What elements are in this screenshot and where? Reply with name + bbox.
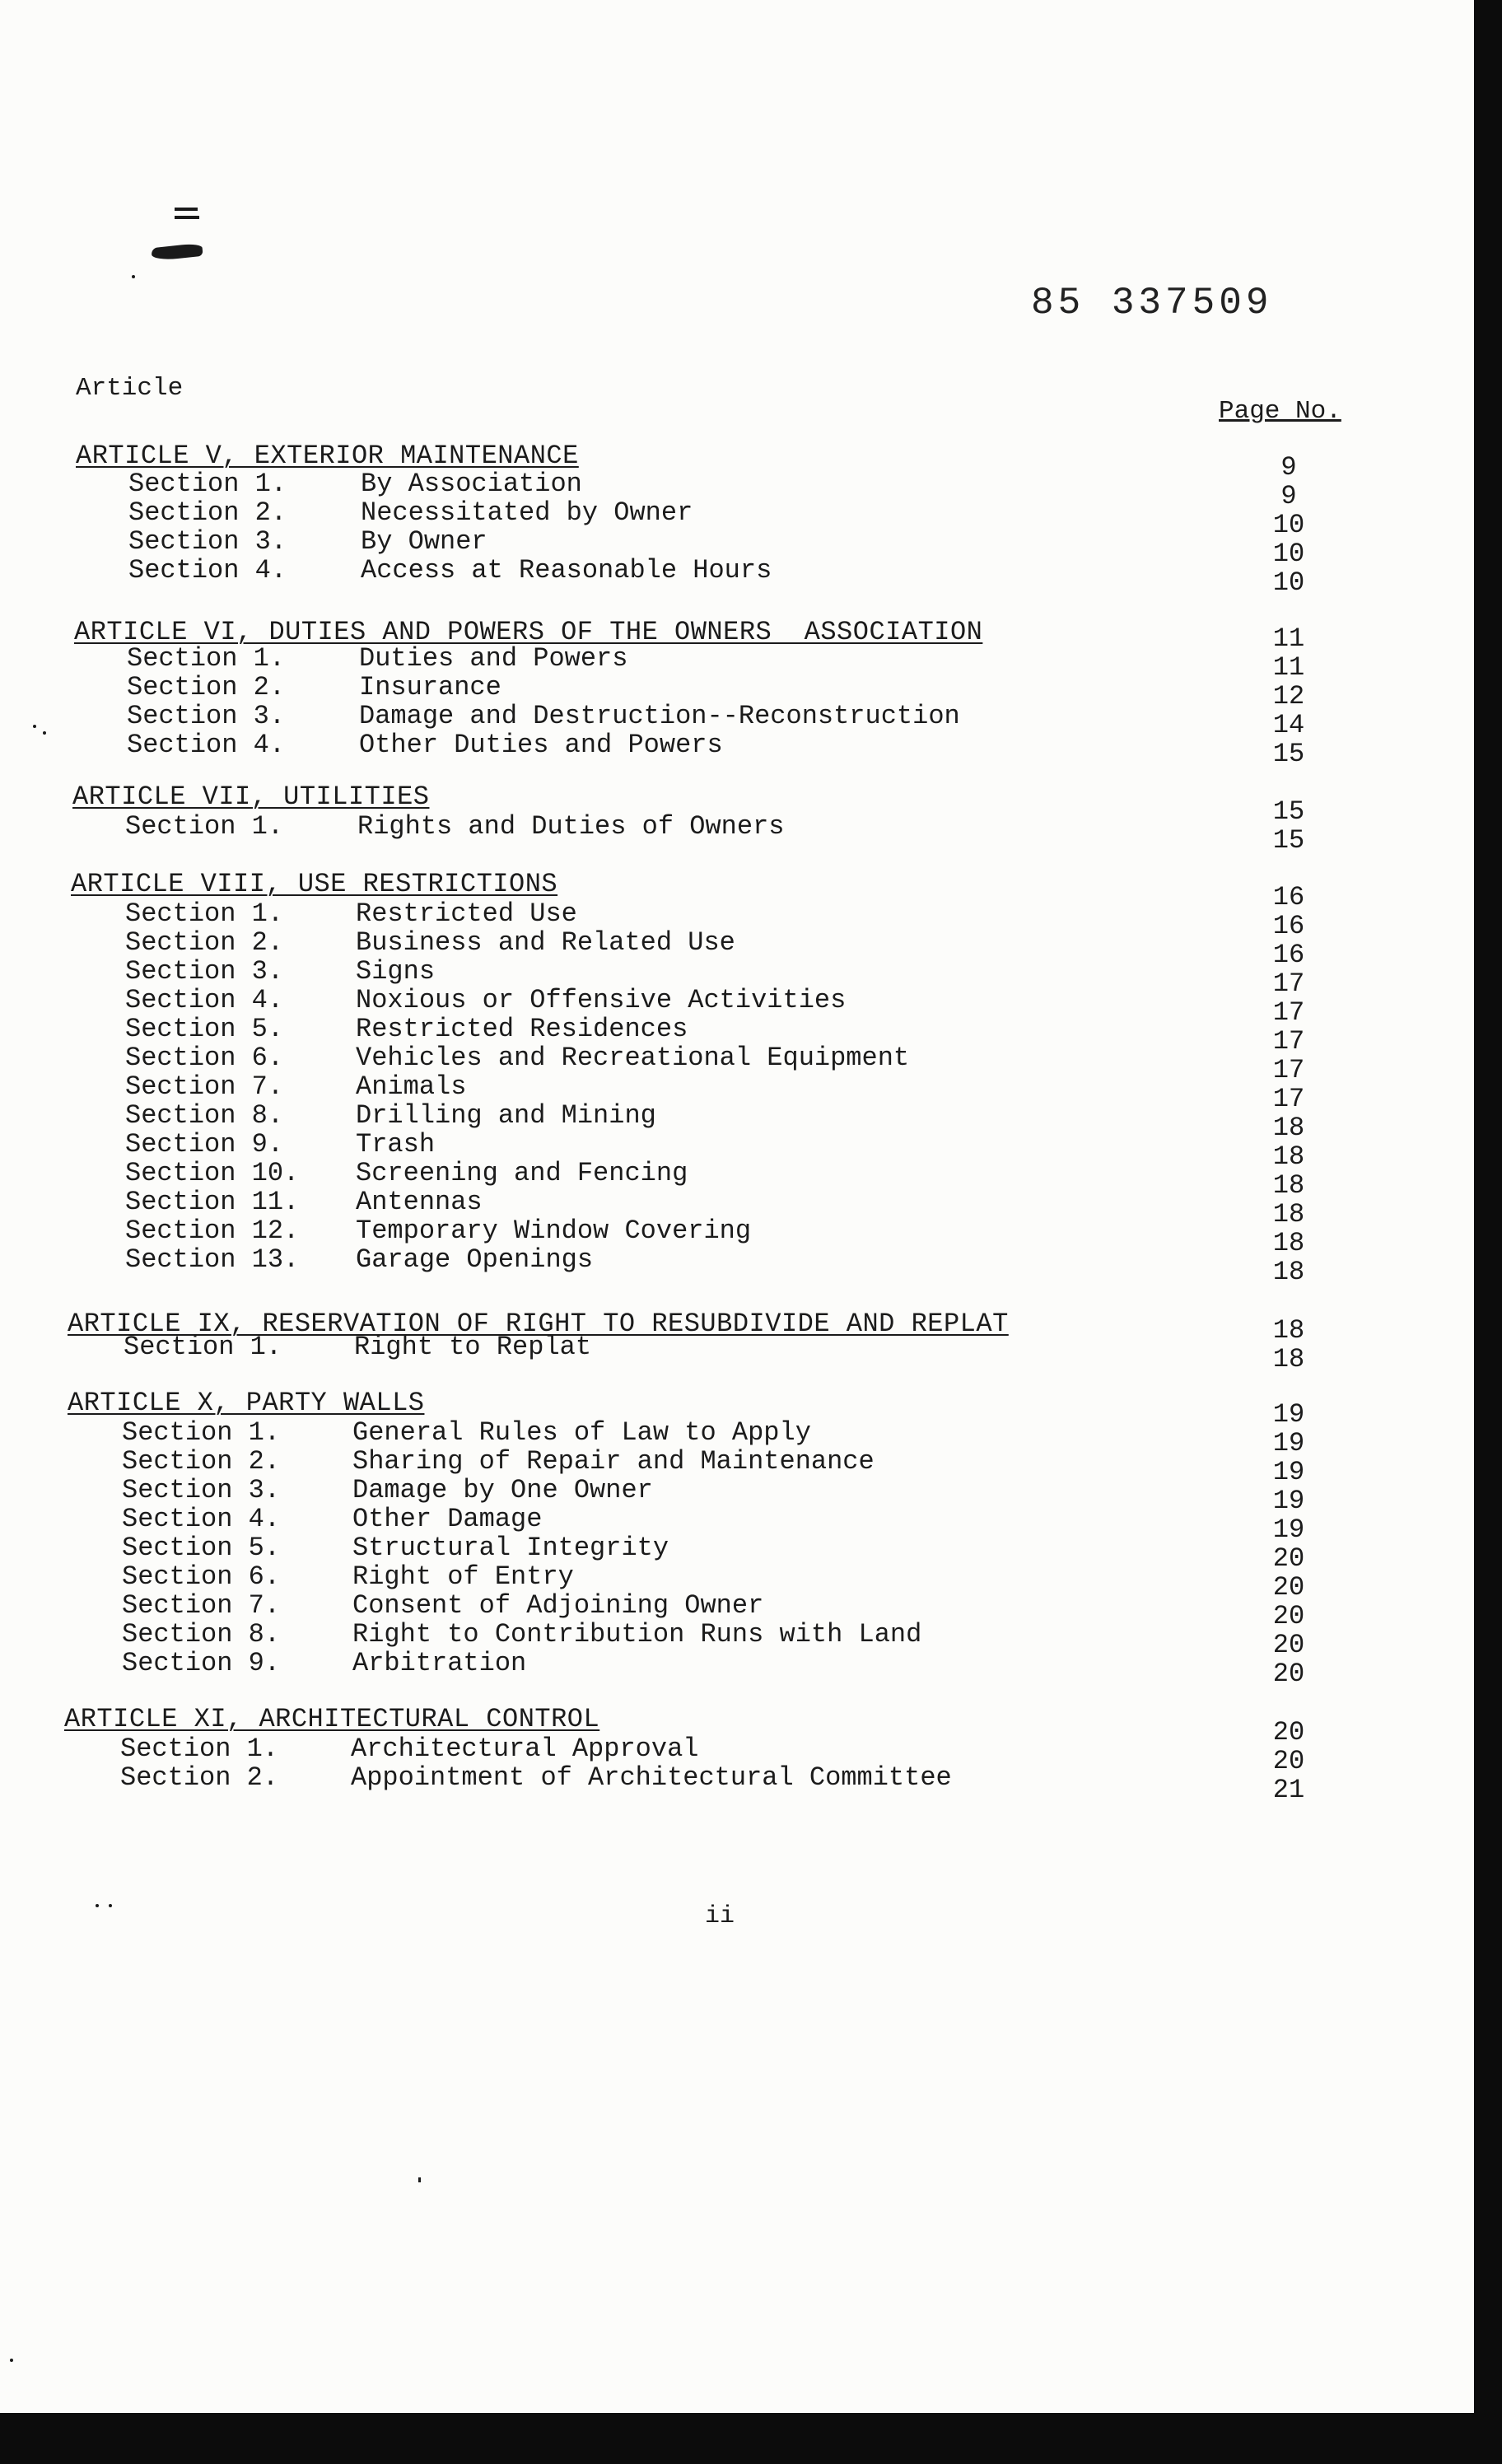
section-label: Section 3. — [125, 956, 284, 987]
section-row — [0, 957, 1474, 987]
section-label: Section 3. — [122, 1475, 281, 1505]
section-page-number: 17 — [1272, 1084, 1305, 1114]
section-title: Screening and Fencing — [356, 1158, 688, 1188]
section-row — [0, 986, 1474, 1015]
scan-mark-dot — [10, 2359, 13, 2362]
section-row — [0, 1015, 1474, 1044]
section-label: Section 7. — [122, 1590, 281, 1621]
section-row — [0, 1562, 1474, 1592]
section-label: Section 6. — [122, 1561, 281, 1592]
section-title: Rights and Duties of Owners — [357, 811, 785, 842]
section-page-number: 17 — [1272, 968, 1305, 999]
section-title: Right to Contribution Runs with Land — [352, 1619, 922, 1650]
section-page-number: 18 — [1272, 1257, 1305, 1287]
section-label: Section 2. — [125, 927, 284, 958]
section-page-number: 9 — [1280, 481, 1297, 511]
section-label: Section 12. — [125, 1216, 300, 1246]
section-row — [0, 1418, 1474, 1448]
scan-mark-small — [175, 216, 199, 219]
section-label: Section 7. — [125, 1071, 284, 1102]
section-title: General Rules of Law to Apply — [352, 1417, 811, 1448]
section-page-number: 10 — [1272, 567, 1305, 598]
section-row — [0, 469, 1474, 499]
section-label: Section 1. — [125, 898, 284, 929]
section-label: Section 1. — [125, 811, 284, 842]
section-title: Noxious or Offensive Activities — [356, 985, 847, 1015]
section-title: Antennas — [356, 1187, 483, 1217]
section-label: Section 4. — [128, 555, 287, 586]
section-title: Damage and Destruction--Reconstruction — [359, 701, 960, 731]
scan-mark-small — [175, 208, 198, 211]
scan-mark-blot — [151, 243, 203, 261]
section-label: Section 2. — [120, 1762, 279, 1793]
section-page-number: 12 — [1272, 681, 1305, 712]
section-row — [0, 1043, 1474, 1073]
section-label: Section 5. — [122, 1533, 281, 1563]
section-row — [0, 1620, 1474, 1650]
section-label: Section 1. — [124, 1332, 282, 1362]
section-title: Restricted Use — [356, 898, 577, 929]
article-title: ARTICLE V, EXTERIOR MAINTENANCE — [76, 441, 579, 471]
scan-mark-dot — [109, 1904, 112, 1907]
article-title: ARTICLE IX, RESERVATION OF RIGHT TO RESUBDIVIDE AND REPLAT — [68, 1309, 1009, 1339]
section-page-number: 19 — [1272, 1428, 1305, 1458]
section-title: By Owner — [361, 526, 487, 557]
article-title: ARTICLE VII, UTILITIES — [72, 782, 430, 812]
section-page-number: 20 — [1272, 1572, 1305, 1603]
section-page-number: 19 — [1272, 1514, 1305, 1545]
scan-mark-dot — [132, 275, 135, 278]
document-number: 85 337509 — [1031, 282, 1273, 324]
section-page-number: 11 — [1272, 652, 1305, 683]
section-page-number: 21 — [1272, 1775, 1305, 1805]
section-row — [0, 730, 1474, 760]
section-title: Structural Integrity — [352, 1533, 669, 1563]
section-page-number: 20 — [1272, 1630, 1305, 1660]
section-title: Business and Related Use — [356, 927, 735, 958]
section-page-number: 20 — [1272, 1601, 1305, 1631]
section-page-number: 18 — [1272, 1228, 1305, 1258]
article-page-number: 9 — [1280, 452, 1297, 483]
section-label: Section 4. — [125, 985, 284, 1015]
section-label: Section 11. — [125, 1187, 300, 1217]
section-row — [0, 928, 1474, 958]
section-label: Section 3. — [128, 526, 287, 557]
section-title: Garage Openings — [356, 1244, 594, 1275]
section-row — [0, 1763, 1474, 1793]
section-title: Necessitated by Owner — [361, 497, 693, 528]
section-page-number: 20 — [1272, 1746, 1305, 1776]
section-row — [0, 812, 1474, 842]
section-title: Damage by One Owner — [352, 1475, 653, 1505]
section-page-number: 17 — [1272, 1026, 1305, 1057]
article-title: ARTICLE XI, ARCHITECTURAL CONTROL — [64, 1704, 600, 1734]
section-title: Restricted Residences — [356, 1014, 688, 1044]
section-row — [0, 1130, 1474, 1160]
article-title: ARTICLE VI, DUTIES AND POWERS OF THE OWNERS ASSOCIATION — [74, 617, 983, 647]
section-label: Section 9. — [125, 1129, 284, 1160]
section-page-number: 19 — [1272, 1486, 1305, 1516]
article-title: ARTICLE VIII, USE RESTRICTIONS — [71, 869, 558, 899]
section-title: Insurance — [359, 672, 501, 702]
section-row — [0, 1216, 1474, 1246]
section-row — [0, 1332, 1474, 1362]
section-label: Section 8. — [125, 1100, 284, 1131]
section-label: Section 1. — [128, 469, 287, 499]
article-heading — [0, 1705, 1474, 1734]
section-page-number: 15 — [1272, 739, 1305, 769]
section-title: Appointment of Architectural Committee — [351, 1762, 952, 1793]
section-title: Trash — [356, 1129, 436, 1160]
section-page-number: 17 — [1272, 1055, 1305, 1085]
section-page-number: 17 — [1272, 997, 1305, 1028]
section-page-number: 18 — [1272, 1113, 1305, 1143]
article-page-number: 20 — [1272, 1717, 1305, 1748]
section-page-number: 20 — [1272, 1659, 1305, 1689]
section-page-number: 20 — [1272, 1543, 1305, 1574]
section-title: By Association — [361, 469, 582, 499]
section-page-number: 16 — [1272, 940, 1305, 970]
section-title: Animals — [356, 1071, 467, 1102]
section-title: Right to Replat — [354, 1332, 592, 1362]
section-page-number: 16 — [1272, 911, 1305, 941]
section-label: Section 10. — [125, 1158, 300, 1188]
section-row — [0, 1072, 1474, 1102]
section-title: Drilling and Mining — [356, 1100, 656, 1131]
section-row — [0, 899, 1474, 929]
section-label: Section 1. — [120, 1734, 279, 1764]
section-title: Signs — [356, 956, 436, 987]
section-page-number: 15 — [1272, 825, 1305, 856]
section-label: Section 6. — [125, 1043, 284, 1073]
section-label: Section 13. — [125, 1244, 300, 1275]
section-row — [0, 527, 1474, 557]
section-row — [0, 1533, 1474, 1563]
section-row — [0, 1245, 1474, 1275]
section-label: Section 2. — [127, 672, 286, 702]
article-heading — [0, 782, 1474, 812]
section-page-number: 18 — [1272, 1199, 1305, 1230]
section-title: Arbitration — [352, 1648, 527, 1678]
section-row — [0, 1476, 1474, 1505]
section-row — [0, 1101, 1474, 1131]
section-label: Section 9. — [122, 1648, 281, 1678]
section-label: Section 1. — [122, 1417, 281, 1448]
section-label: Section 4. — [122, 1504, 281, 1534]
section-title: Sharing of Repair and Maintenance — [352, 1446, 875, 1477]
article-heading — [0, 1388, 1474, 1418]
section-row — [0, 644, 1474, 674]
section-title: Duties and Powers — [359, 643, 628, 674]
scan-mark-dot — [96, 1904, 99, 1907]
section-row — [0, 1591, 1474, 1621]
section-row — [0, 1649, 1474, 1678]
section-page-number: 10 — [1272, 539, 1305, 569]
article-page-number: 19 — [1272, 1399, 1305, 1430]
section-row — [0, 1734, 1474, 1764]
section-label: Section 4. — [127, 730, 286, 760]
scan-mark-dot — [418, 2177, 421, 2182]
section-row — [0, 1188, 1474, 1217]
section-row — [0, 498, 1474, 528]
section-page-number: 10 — [1272, 510, 1305, 540]
article-page-number: 15 — [1272, 796, 1305, 827]
section-label: Section 5. — [125, 1014, 284, 1044]
section-title: Architectural Approval — [351, 1734, 699, 1764]
article-heading — [0, 870, 1474, 899]
section-page-number: 18 — [1272, 1170, 1305, 1201]
section-row — [0, 1447, 1474, 1477]
section-row — [0, 673, 1474, 702]
section-page-number: 18 — [1272, 1141, 1305, 1172]
column-header-page-no: Page No. — [1219, 397, 1341, 426]
section-title: Right of Entry — [352, 1561, 574, 1592]
section-row — [0, 702, 1474, 731]
page-footer-number: ii — [705, 1902, 735, 1930]
section-page-number: 18 — [1272, 1344, 1305, 1374]
section-label: Section 2. — [122, 1446, 281, 1477]
section-title: Vehicles and Recreational Equipment — [356, 1043, 910, 1073]
section-title: Other Duties and Powers — [359, 730, 723, 760]
article-page-number: 18 — [1272, 1315, 1305, 1346]
section-row — [0, 1159, 1474, 1188]
section-label: Section 8. — [122, 1619, 281, 1650]
article-page-number: 11 — [1272, 623, 1305, 654]
article-heading — [0, 441, 1474, 471]
section-row — [0, 556, 1474, 586]
section-title: Consent of Adjoining Owner — [352, 1590, 764, 1621]
article-page-number: 16 — [1272, 882, 1305, 912]
section-page-number: 14 — [1272, 710, 1305, 740]
section-label: Section 3. — [127, 701, 286, 731]
section-title: Access at Reasonable Hours — [361, 555, 772, 586]
column-header-article: Article — [76, 374, 184, 403]
section-row — [0, 1505, 1474, 1534]
section-label: Section 2. — [128, 497, 287, 528]
article-title: ARTICLE X, PARTY WALLS — [68, 1388, 425, 1418]
section-label: Section 1. — [127, 643, 286, 674]
section-title: Other Damage — [352, 1504, 543, 1534]
section-page-number: 19 — [1272, 1457, 1305, 1487]
section-title: Temporary Window Covering — [356, 1216, 752, 1246]
